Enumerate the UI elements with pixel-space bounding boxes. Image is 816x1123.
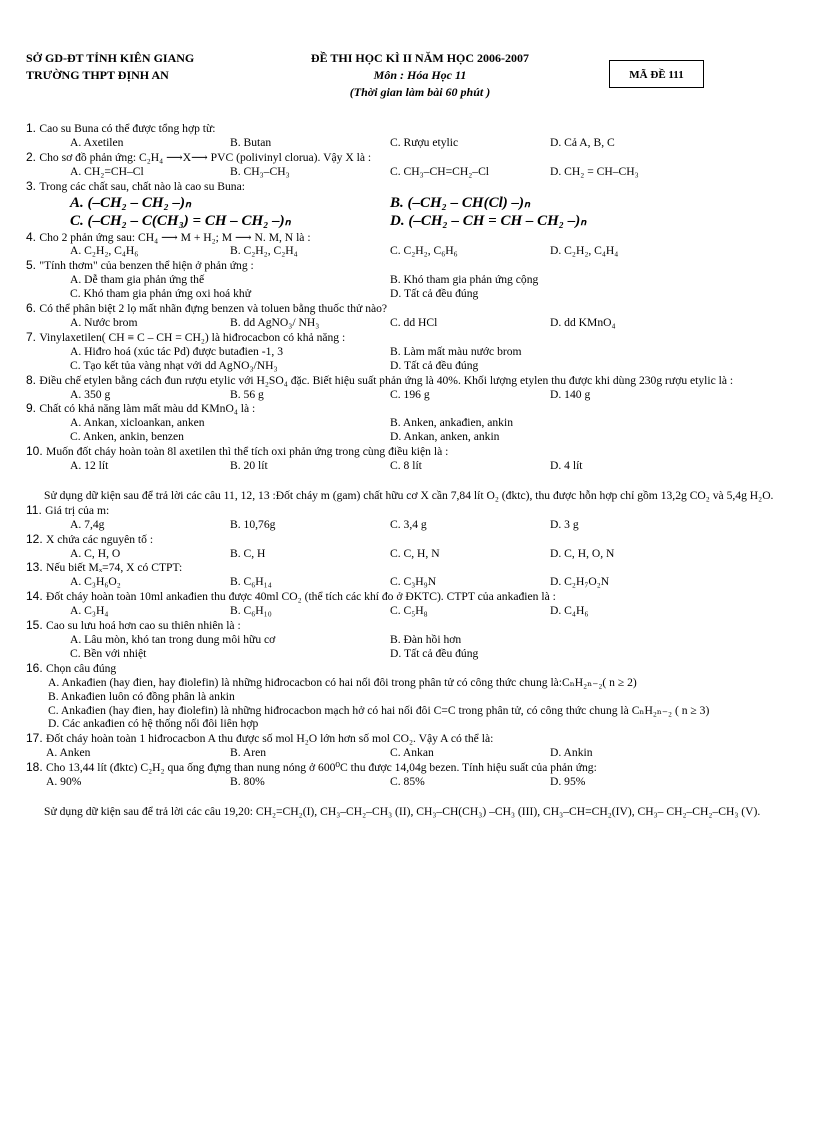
answer-option: C. Khó tham gia phản ứng oxi hoá khử bbox=[70, 287, 251, 301]
school-name: TRƯỜNG THPT ĐỊNH AN bbox=[26, 68, 169, 82]
exam-code-box: MÃ ĐỀ 111 bbox=[609, 60, 704, 88]
option-row bbox=[26, 287, 798, 301]
answer-option: B. C₆H₁₄ bbox=[230, 575, 272, 589]
question-stem bbox=[26, 373, 798, 388]
answer-option: D. Tất cả đều đúng bbox=[390, 646, 479, 660]
question-text: Nếu biết Mₓ=74, X có CTPT: bbox=[46, 561, 183, 575]
option-row bbox=[26, 647, 798, 661]
answer-option: C. C₅H₈ bbox=[390, 604, 428, 618]
answer-option: B. Làm mất màu nước brom bbox=[390, 344, 522, 358]
question-text: Giá trị của m: bbox=[45, 503, 110, 517]
answer-option: B. 56 g bbox=[230, 387, 264, 401]
question-stem bbox=[26, 560, 798, 575]
question-list bbox=[26, 121, 798, 819]
answer-option: C. Tạo kết tủa vàng nhạt với dd AgNO₃/NH₃ bbox=[70, 358, 278, 372]
question-number: 10. bbox=[26, 444, 47, 459]
option-row bbox=[26, 273, 798, 287]
answer-option: C. 3,4 g bbox=[390, 517, 427, 531]
answer-option: B. Butan bbox=[230, 135, 272, 149]
answer-option: A. Lâu mòn, khó tan trong dung môi hữu cơ bbox=[70, 633, 276, 646]
question bbox=[26, 373, 798, 402]
question-stem bbox=[26, 258, 798, 273]
option-row bbox=[26, 165, 798, 179]
question-stem bbox=[26, 301, 798, 316]
question bbox=[26, 560, 798, 589]
answer-option: D. dd KMnO₄ bbox=[550, 315, 616, 329]
answer-option: B. C₂H₂, C₂H₄ bbox=[230, 244, 298, 258]
option-row bbox=[26, 388, 798, 402]
answer-option: B. 20 lít bbox=[230, 459, 268, 473]
answer-option: B. dd AgNO₃/ NH₃ bbox=[230, 315, 320, 329]
answer-option: A. C₂H₂, C₄H₆ bbox=[70, 244, 139, 258]
answer-option: B. 80% bbox=[230, 775, 265, 789]
question-text: Chất có khả năng làm mất màu dd KMnO₄ là : bbox=[39, 402, 256, 416]
answer-option: D. C₂H₂, C₄H₄ bbox=[550, 244, 619, 258]
option-row bbox=[26, 212, 798, 230]
question-number: 6. bbox=[26, 301, 40, 316]
context-paragraph: Sử dụng dữ kiện sau để trả lời các câu 19,20: CH₂=CH₂(I), CH₃–CH₂–CH₃ (II), CH₃–CH(CH₃) –CH₃ (III), CH₃–CH=CH₂(IV), CH₃– CH₂–CH₂–CH₃ (V). bbox=[44, 804, 761, 818]
question bbox=[26, 661, 798, 732]
answer-option: A. Ankan, xicloankan, anken bbox=[70, 416, 205, 430]
question bbox=[26, 589, 798, 618]
question-number: 3. bbox=[26, 178, 40, 193]
answer-option: A. Axetilen bbox=[70, 135, 124, 149]
question-text: Có thể phân biệt 2 lọ mất nhãn đựng benzen và toluen bằng thuốc thử nào? bbox=[39, 302, 388, 316]
question bbox=[26, 760, 798, 789]
answer-option: C. (–CH₂ – C(CH₃) = CH – CH₂ –)ₙ bbox=[70, 212, 291, 229]
answer-option: C. Anken, ankin, benzen bbox=[70, 430, 184, 444]
answer-option: D. Các ankađien có hệ thống nối đôi liên hợp bbox=[48, 717, 259, 731]
question-text: Trong các chất sau, chất nào là cao su Buna: bbox=[39, 179, 245, 193]
question-number: 5. bbox=[26, 258, 40, 273]
exam-title: ĐỀ THI HỌC KÌ II NĂM HỌC 2006-2007 bbox=[310, 51, 530, 65]
question-number: 15. bbox=[26, 618, 47, 633]
answer-option: D. C₄H₆ bbox=[550, 604, 589, 618]
answer-option: A. Dễ tham gia phản ứng thế bbox=[70, 273, 205, 287]
question bbox=[26, 532, 798, 561]
question bbox=[26, 503, 798, 532]
option-row bbox=[26, 416, 798, 430]
question bbox=[26, 301, 798, 330]
option-row bbox=[26, 604, 798, 618]
question-stem bbox=[26, 150, 798, 165]
answer-option: C. 8 lít bbox=[390, 459, 422, 473]
question-text: Cho 13,44 lít (đktc) C₂H₂ qua ống đựng than nung nóng ở 600⁰C thu được 14,04g bezen. Tính hiệu suất của phản ứng: bbox=[46, 761, 597, 775]
answer-option: C. dd HCl bbox=[390, 315, 438, 329]
answer-option: B. Khó tham gia phản ứng cộng bbox=[390, 273, 539, 287]
question-text: Cao su lưu hoá hơn cao su thiên nhiên là : bbox=[46, 619, 241, 633]
answer-option: B. (–CH₂ – CH(Cl) –)ₙ bbox=[390, 194, 530, 211]
option-row bbox=[26, 575, 798, 589]
answer-option: A. 90% bbox=[46, 775, 82, 789]
answer-option: A. 12 lít bbox=[70, 459, 109, 473]
question bbox=[26, 179, 798, 230]
question-text: Chọn câu đúng bbox=[46, 661, 117, 675]
question-stem bbox=[26, 661, 798, 676]
answer-option: A. CH₂=CH–Cl bbox=[70, 164, 144, 178]
answer-option: D. Ankan, anken, ankin bbox=[390, 430, 500, 444]
question-number: 17. bbox=[26, 731, 47, 746]
question-number: 12. bbox=[26, 531, 47, 546]
question-text: Đốt cháy hoàn toàn 10ml ankađien thu được 40ml CO₂ (thể tích các khí đo ở ĐKTC). CTPT của ankađien là : bbox=[46, 590, 556, 604]
answer-option: D. Cả A, B, C bbox=[550, 135, 615, 149]
header-center bbox=[282, 50, 558, 101]
header-left bbox=[26, 50, 194, 84]
question-stem bbox=[26, 230, 798, 245]
question-number: 7. bbox=[26, 329, 40, 344]
subject: Môn : Hóa Học 11 bbox=[373, 68, 467, 82]
duration: (Thời gian làm bài 60 phút ) bbox=[349, 85, 491, 99]
question-text: Cho 2 phản ứng sau: CH₄ ⟶ M + H₂; M ⟶ N. M, N là : bbox=[39, 230, 311, 244]
answer-option: A. Nước brom bbox=[70, 315, 138, 329]
question bbox=[26, 330, 798, 373]
answer-option: D. (–CH₂ – CH = CH – CH₂ –)ₙ bbox=[390, 212, 587, 229]
question-stem bbox=[26, 179, 798, 194]
question-number: 18. bbox=[26, 760, 47, 775]
answer-option: D. 140 g bbox=[550, 387, 591, 401]
option-row bbox=[26, 316, 798, 330]
question-text: Điều chế etylen bằng cách đun rượu etylic với H₂SO₄ đặc. Biết hiệu suất phản ứng là 40%. Khối lượng etylen thu được khi dùng 230g rượu etylic là : bbox=[39, 373, 734, 387]
question bbox=[26, 401, 798, 444]
question-text: Cao su Buna có thể được tổng hợp từ: bbox=[39, 122, 216, 135]
option-row bbox=[26, 359, 798, 373]
question bbox=[26, 230, 798, 259]
option-row bbox=[26, 194, 798, 212]
question-stem bbox=[26, 503, 798, 518]
option-row bbox=[26, 459, 798, 473]
answer-option: B. Ankađien luôn có đồng phân là ankin bbox=[48, 689, 235, 703]
answer-option: B. Aren bbox=[230, 746, 267, 760]
option-row bbox=[26, 547, 798, 561]
question-number: 1. bbox=[26, 121, 40, 135]
question bbox=[26, 731, 798, 760]
option-row bbox=[26, 244, 798, 258]
answer-option: A. 7,4g bbox=[70, 517, 105, 531]
option-row bbox=[26, 136, 798, 150]
answer-option: B. 10,76g bbox=[230, 517, 276, 531]
option-row bbox=[26, 430, 798, 444]
question-stem bbox=[26, 330, 798, 345]
question-stem bbox=[26, 532, 798, 547]
answer-option: D. 95% bbox=[550, 775, 586, 789]
question-text: X chứa các nguyên tố : bbox=[46, 532, 154, 546]
question-text: "Tính thơm" của benzen thể hiện ở phản ứng : bbox=[39, 259, 254, 273]
answer-option: C. C₂H₂, C₆H₆ bbox=[390, 244, 458, 258]
answer-option: B. C, H bbox=[230, 546, 266, 560]
answer-option: B. Đàn hồi hơn bbox=[390, 633, 462, 646]
answer-option: A. (–CH₂ – CH₂ –)ₙ bbox=[70, 194, 192, 211]
question-number: 14. bbox=[26, 589, 47, 604]
answer-option: A. 350 g bbox=[70, 387, 111, 401]
question-text: Vinylaxetilen( CH ≡ C – CH = CH₂) là hiđrocacbon có khả năng : bbox=[39, 330, 346, 344]
answer-option: D. 3 g bbox=[550, 517, 579, 531]
answer-option: B. Anken, ankađien, ankin bbox=[390, 416, 513, 430]
question-number: 8. bbox=[26, 372, 40, 387]
answer-option: A. Anken bbox=[46, 746, 91, 760]
answer-option: C. 196 g bbox=[390, 387, 430, 401]
question-number: 13. bbox=[26, 560, 47, 575]
answer-option: C. Rượu etylic bbox=[390, 135, 459, 149]
option-row bbox=[26, 633, 798, 647]
answer-option: C. Ankađien (hay đien, hay điolefin) là những hiđrocacbon mạch hở có hai nối đôi C=C trong phân tử, có công thức chung là CₙH₂ₙ₋₂ ( n ≥ 3) bbox=[48, 703, 710, 717]
question-number: 4. bbox=[26, 229, 40, 244]
question-number: 16. bbox=[26, 660, 47, 675]
question bbox=[26, 150, 798, 179]
question-number: 2. bbox=[26, 149, 40, 164]
context-paragraph: Sử dụng dữ kiện sau để trả lời các câu 11, 12, 13 :Đốt cháy m (gam) chất hữu cơ X cần 7,84 lít O₂ (đktc), thu được hỗn hợp chỉ gồm 13,2g CO₂ và 5,4g H₂O. bbox=[44, 488, 774, 502]
question-text: Đốt cháy hoàn toàn 1 hiđrocacbon A thu được số mol H₂O lớn hơn số mol CO₂. Vậy A có thể là: bbox=[46, 732, 494, 746]
question-text: Muốn đốt cháy hoàn toàn 8l axetilen thì thể tích oxi phản ứng trong cùng điều kiện là : bbox=[46, 445, 449, 459]
answer-option: D. Ankin bbox=[550, 746, 593, 760]
answer-option: D. Tất cả đều đúng bbox=[390, 358, 479, 372]
question bbox=[26, 618, 798, 661]
question-number: 11. bbox=[26, 502, 46, 517]
question-stem bbox=[26, 444, 798, 459]
question-stem bbox=[26, 618, 798, 633]
option-row bbox=[26, 345, 798, 359]
answer-option: C. Ankan bbox=[390, 746, 434, 760]
answer-option: C. 85% bbox=[390, 775, 425, 789]
answer-option: D. C, H, O, N bbox=[550, 546, 615, 560]
option-row bbox=[26, 775, 798, 789]
question-stem bbox=[26, 121, 798, 136]
answer-option: D. CH₂ = CH–CH₃ bbox=[550, 164, 639, 178]
question bbox=[26, 444, 798, 473]
answer-option: C. C, H, N bbox=[390, 546, 440, 560]
option-row bbox=[26, 746, 798, 760]
answer-option: B. CH₃–CH₃ bbox=[230, 164, 290, 178]
answer-option: D. 4 lít bbox=[550, 459, 583, 473]
answer-option: A. C₃H₄ bbox=[70, 604, 109, 618]
answer-option: D. Tất cả đều đúng bbox=[390, 287, 479, 301]
question-stem bbox=[26, 401, 798, 416]
question-stem bbox=[26, 589, 798, 604]
question-text: Cho sơ đồ phản ứng: C₂H₄ ⟶X⟶ PVC (polivinyl clorua). Vậy X là : bbox=[39, 150, 372, 164]
question bbox=[26, 121, 798, 150]
question-stem bbox=[26, 731, 798, 746]
question bbox=[26, 258, 798, 301]
answer-option: A. C₃H₆O₂ bbox=[70, 575, 121, 589]
answer-option: A. C, H, O bbox=[70, 546, 121, 560]
question-number: 9. bbox=[26, 401, 40, 416]
answer-option: A. Ankađien (hay đien, hay điolefin) là những hiđrocacbon có hai nối đôi trong phân tử có công thức chung là:CₙH₂ₙ₋₂( n ≥ 2) bbox=[48, 675, 637, 689]
option-row bbox=[26, 518, 798, 532]
answer-option: A. Hiđro hoá (xúc tác Pd) được butađien -1, 3 bbox=[70, 344, 283, 358]
answer-option: D. C₂H₇O₂N bbox=[550, 575, 610, 589]
answer-option: C. C₃H₉N bbox=[390, 575, 437, 589]
question-stem bbox=[26, 760, 798, 775]
answer-option: C. CH₃–CH=CH₂–Cl bbox=[390, 164, 490, 178]
answer-option: B. C₆H₁₀ bbox=[230, 604, 272, 618]
department-name: SỞ GD-ĐT TỈNH KIÊN GIANG bbox=[26, 51, 195, 65]
answer-option: C. Bền với nhiệt bbox=[70, 646, 147, 660]
